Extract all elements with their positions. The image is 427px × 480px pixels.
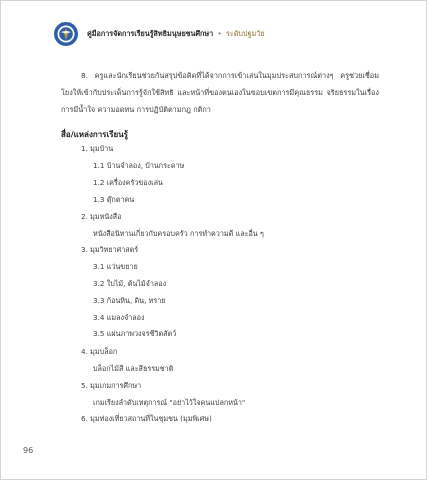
- body-content: [61, 67, 379, 118]
- list-item: 2. มุมหนังสือ: [81, 212, 122, 221]
- page-number: 96: [23, 446, 34, 455]
- list-item: 5. มุมเกมการศึกษา: [81, 381, 142, 390]
- list-subitem: 1.1 บ้านจำลอง, บ้านกระดาษ: [93, 161, 185, 170]
- list-item: 4. มุมบล็อก: [81, 347, 118, 356]
- list-subitem: 3.1 แว่นขยาย: [93, 262, 138, 271]
- list-item: 3. มุมวิทยาศาสตร์: [81, 245, 139, 254]
- section-title: สื่อ/แหล่งการเรียนรู้: [61, 130, 128, 139]
- list-detail: หนังสือนิทานเกี่ยวกับครอบครัว การทำความดี และอื่น ๆ: [93, 229, 264, 238]
- list-item: 6. มุมท่องเที่ยวสถานที่ในชุมชน (มุมพิเศษ): [81, 414, 212, 423]
- header-subtitle: ระดับปฐมวัย: [225, 28, 265, 38]
- logo-icon: [53, 21, 79, 47]
- header-text: [87, 29, 264, 40]
- list-detail: เกมเรียงลำดับเหตุการณ์ "อย่าไว้ใจคนแปลกหน้า": [93, 398, 246, 407]
- list-subitem: 3.3 ก้อนหิน, ดิน, ทราย: [93, 296, 166, 305]
- procedure-paragraph: 8. ครูและนักเรียนช่วยกันสรุปข้อคิดที่ได้จากการเข้าเล่นในมุมประสบการณ์ต่างๆ ครูช่วยเชื่อมโยงให้เข้ากับประเด็นการรู้จักใช้สิทธิ และหน้าที่ของตนเองในขอบเขตการมีคุณธรรม จริยธรรมในเรื่องการมีน้ำใจ ความอดทน การปฏิบัติตามกฎ กติกา: [61, 71, 379, 114]
- page-header: [53, 19, 264, 49]
- header-separator: •: [217, 28, 222, 38]
- header-title: คู่มือการจัดการเรียนรู้สิทธิมนุษยชนศึกษา: [87, 28, 214, 38]
- list-subitem: 3.2 ใบไม้, ต้นไม้จำลอง: [93, 279, 167, 288]
- list-subitem: 3.5 แผ่นภาพวงจรชีวิตสัตว์: [93, 329, 177, 338]
- list-subitem: 3.4 แมลงจำลอง: [93, 313, 145, 322]
- list-subitem: 1.2 เครื่องครัวของเล่น: [93, 178, 163, 187]
- list-subitem: 1.3 ตุ๊กตาคน: [93, 195, 135, 204]
- list-item: 1. มุมบ้าน: [81, 144, 114, 153]
- list-detail: บล็อกไม้สี และสีธรรมชาติ: [93, 364, 174, 373]
